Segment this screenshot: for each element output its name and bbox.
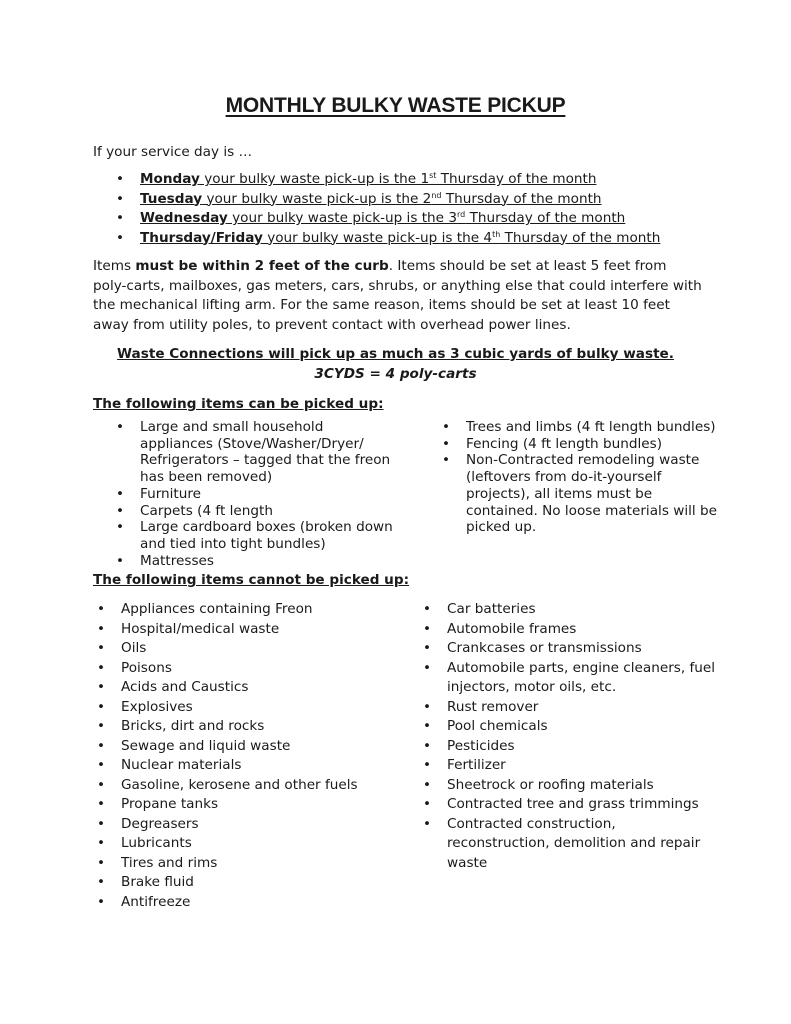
service-day-item: • Thursday/Friday your bulky waste pick-up is the 4th Thursday of the month: [140, 229, 660, 249]
list-item: • Crankcases or transmissions: [447, 639, 717, 659]
list-item: • Rust remover: [447, 698, 717, 718]
list-item: • Acids and Caustics: [121, 678, 391, 698]
list-item: • Fencing (4 ft length bundles): [466, 436, 726, 453]
capacity-equivalence: 3CYDS = 4 poly-carts: [314, 366, 477, 382]
list-item: • Sewage and liquid waste: [121, 737, 391, 757]
cannot-pickup-list-right: [447, 600, 717, 873]
list-item: • Poisons: [121, 659, 391, 679]
service-day-list: [140, 170, 660, 248]
list-item: • Contracted construction, reconstruction, demolition and repair waste: [447, 815, 717, 874]
capacity-line: Waste Connections will pick up as much as 3 cubic yards of bulky waste.: [117, 346, 674, 362]
list-item: • Nuclear materials: [121, 756, 391, 776]
list-item: • Pesticides: [447, 737, 717, 757]
list-item: • Lubricants: [121, 834, 391, 854]
list-item: • Trees and limbs (4 ft length bundles): [466, 419, 726, 436]
list-item: • Large and small household appliances (Stove/Washer/Dryer/ Refrigerators – tagged that the freon has been removed): [140, 419, 400, 486]
list-item: • Brake fluid: [121, 873, 391, 893]
list-item: • Hospital/medical waste: [121, 620, 391, 640]
list-item: • Fertilizer: [447, 756, 717, 776]
list-item: • Automobile parts, engine cleaners, fuel injectors, motor oils, etc.: [447, 659, 717, 698]
list-item: • Mattresses: [140, 553, 400, 570]
list-item: • Contracted tree and grass trimmings: [447, 795, 717, 815]
list-item: • Car batteries: [447, 600, 717, 620]
list-item: • Non-Contracted remodeling waste (leftovers from do-it-yourself projects), all items must be contained. No loose materials will be picked up.: [466, 452, 726, 536]
placement-paragraph: Items must be within 2 feet of the curb. Items should be set at least 5 feet from poly-carts, mailboxes, gas meters, cars, shrubs, or anything else that could interfere with the mechanical lifting arm. For the same reason, items should be set at least 10 feet away from utility poles, to prevent contact with overhead power lines.: [93, 258, 702, 333]
list-item: • Sheetrock or roofing materials: [447, 776, 717, 796]
can-pickup-heading: The following items can be picked up:: [93, 396, 384, 412]
list-item: • Carpets (4 ft length: [140, 503, 400, 520]
list-item: • Gasoline, kerosene and other fuels: [121, 776, 391, 796]
list-item: • Pool chemicals: [447, 717, 717, 737]
list-item: • Appliances containing Freon: [121, 600, 391, 620]
page-title: MONTHLY BULKY WASTE PICKUP: [225, 94, 566, 117]
list-item: • Propane tanks: [121, 795, 391, 815]
service-day-item: • Monday your bulky waste pick-up is the 1st Thursday of the month: [140, 170, 660, 190]
service-day-item: • Wednesday your bulky waste pick-up is the 3rd Thursday of the month: [140, 209, 660, 229]
can-pickup-list-right: [466, 419, 726, 536]
list-item: • Furniture: [140, 486, 400, 503]
intro-text: If your service day is …: [93, 144, 253, 160]
list-item: • Degreasers: [121, 815, 391, 835]
list-item: • Tires and rims: [121, 854, 391, 874]
cannot-pickup-list-left: [121, 600, 391, 912]
service-day-item: • Tuesday your bulky waste pick-up is the 2nd Thursday of the month: [140, 190, 660, 210]
list-item: • Antifreeze: [121, 893, 391, 913]
can-pickup-list-left: [140, 419, 400, 569]
list-item: • Explosives: [121, 698, 391, 718]
cannot-pickup-heading: The following items cannot be picked up:: [93, 572, 410, 588]
list-item: • Large cardboard boxes (broken down and tied into tight bundles): [140, 519, 400, 552]
list-item: • Bricks, dirt and rocks: [121, 717, 391, 737]
list-item: • Oils: [121, 639, 391, 659]
list-item: • Automobile frames: [447, 620, 717, 640]
